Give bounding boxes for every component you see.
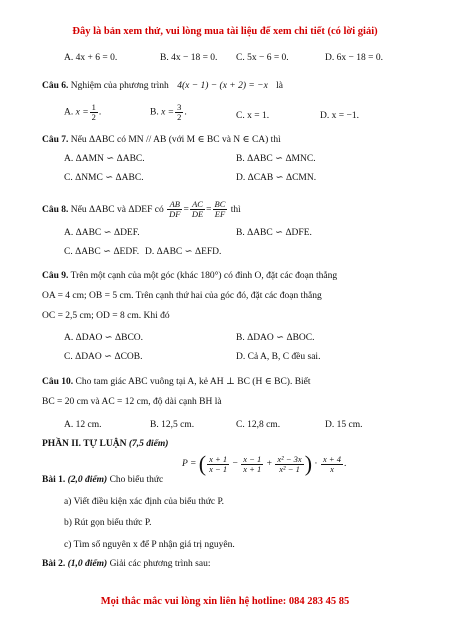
q9-option-d: D. Cả A, B, C đều sai. xyxy=(236,352,321,362)
q5-option-c: C. 5x − 6 = 0. xyxy=(236,53,289,63)
q8-fraction-3: $\frac{BC}{EF}$ xyxy=(214,199,226,220)
q9-option-b: B. ΔDAO ∽ ΔBOC. xyxy=(236,333,315,343)
q6-option-c: C. x = 1. xyxy=(236,111,270,121)
q6-text: Nghiệm của phương trình xyxy=(70,81,169,91)
bai2-question: Bài 2. (1,0 điểm) Giải các phương trình sau: xyxy=(42,559,211,569)
q6-option-b: B. x = $\frac{3}{2}$ . xyxy=(150,102,187,122)
q5-option-a: A. 4x + 6 = 0. xyxy=(64,53,118,63)
q6-option-d: D. x = −1. xyxy=(320,111,359,121)
bai1-formula: P = ( $\frac{x + 1}{x - 1}$ − $\frac{x - 1}{x + 1}$ + $\frac{\text{x² − 3x}}{\text{x² − 1}}$ ) · $\frac{x + 4}{x}$ . xyxy=(182,451,347,476)
q7-question: Câu 7. Nếu ΔABC có MN // AB (với M ∈ BC và N ∈ CA) thì xyxy=(42,135,281,145)
q8-question: Câu 8. Nếu ΔABC và ΔDEF có $\frac{AB}{DF}$ = $\frac{AC}{DE}$ = $\frac{BC}{EF}$ thì xyxy=(42,199,241,220)
q6-question xyxy=(42,80,283,92)
q8-option-d: D. ΔABC ∽ ΔEFD. xyxy=(145,247,222,257)
q8-option-a: A. ΔABC ∽ ΔDEF. xyxy=(64,228,140,238)
q8-option-c: C. ΔABC ∽ ΔEDF. xyxy=(64,247,140,257)
bai1-part-b: b) Rút gọn biểu thức P. xyxy=(64,518,152,528)
q10-option-d: D. 15 cm. xyxy=(325,420,363,430)
q10-option-c: C. 12,8 cm. xyxy=(236,420,281,430)
q6-equation: 4(x − 1) − (x + 2) = −x xyxy=(177,81,268,91)
q7-option-c: C. ΔNMC ∽ ΔABC. xyxy=(64,173,144,183)
q10-option-b: B. 12,5 cm. xyxy=(150,420,195,430)
header-banner: Đây là bản xem thử, vui lòng mua tài liệu để xem chi tiết (có lời giải) xyxy=(72,26,378,37)
q8-option-b: B. ΔABC ∽ ΔDFE. xyxy=(236,228,312,238)
q5-option-b: B. 4x − 18 = 0. xyxy=(160,53,218,63)
q10-line-2: BC = 20 cm và AC = 12 cm, độ dài cạnh BH là xyxy=(42,397,222,407)
q8-fraction-1: $\frac{AB}{DF}$ xyxy=(169,199,181,220)
q7-option-b: B. ΔABC ∽ ΔMNC. xyxy=(236,154,316,164)
q9-line-2: OA = 4 cm; OB = 5 cm. Trên cạnh thứ hai của góc đó, đặt các đoạn thẳng xyxy=(42,291,322,301)
q10-option-a: A. 12 cm. xyxy=(64,420,102,430)
q7-option-d: D. ΔCAB ∽ ΔCMN. xyxy=(236,173,317,183)
q7-option-a: A. ΔAMN ∽ ΔABC. xyxy=(64,154,145,164)
q9-line-3: OC = 2,5 cm; OD = 8 cm. Khi đó xyxy=(42,311,170,321)
q9-option-a: A. ΔDAO ∽ ΔBCO. xyxy=(64,333,144,343)
q9-line-1: Câu 9. Trên một cạnh của một góc (khác 180°) có đỉnh O, đặt các đoạn thẳng xyxy=(42,271,338,281)
part2-heading: PHẦN II. TỰ LUẬN (7,5 điểm) xyxy=(42,439,169,449)
q9-option-c: C. ΔDAO ∽ ΔCOB. xyxy=(64,352,143,362)
bai1-part-a: a) Viết điều kiện xác định của biểu thức P. xyxy=(64,497,225,507)
q8-fraction-2: $\frac{AC}{DE}$ xyxy=(191,199,204,220)
q6-option-a: A. x = $\frac{1}{2}$ . xyxy=(64,102,102,122)
bai1-part-c: c) Tìm số nguyên x để P nhận giá trị nguyên. xyxy=(64,540,235,550)
q6-label: Câu 6. xyxy=(42,81,69,91)
q5-option-d: D. 6x − 18 = 0. xyxy=(325,53,383,63)
bai1-question: Bài 1. (2,0 điểm) Cho biểu thức xyxy=(42,475,164,485)
q10-line-1: Câu 10. Cho tam giác ABC vuông tại A, kẻ AH ⊥ BC (H ∈ BC). Biết xyxy=(42,377,311,387)
q6-tail: là xyxy=(276,81,284,91)
footer-banner: Mọi thắc mắc vui lòng xin liên hệ hotline: 084 283 45 85 xyxy=(100,596,350,607)
